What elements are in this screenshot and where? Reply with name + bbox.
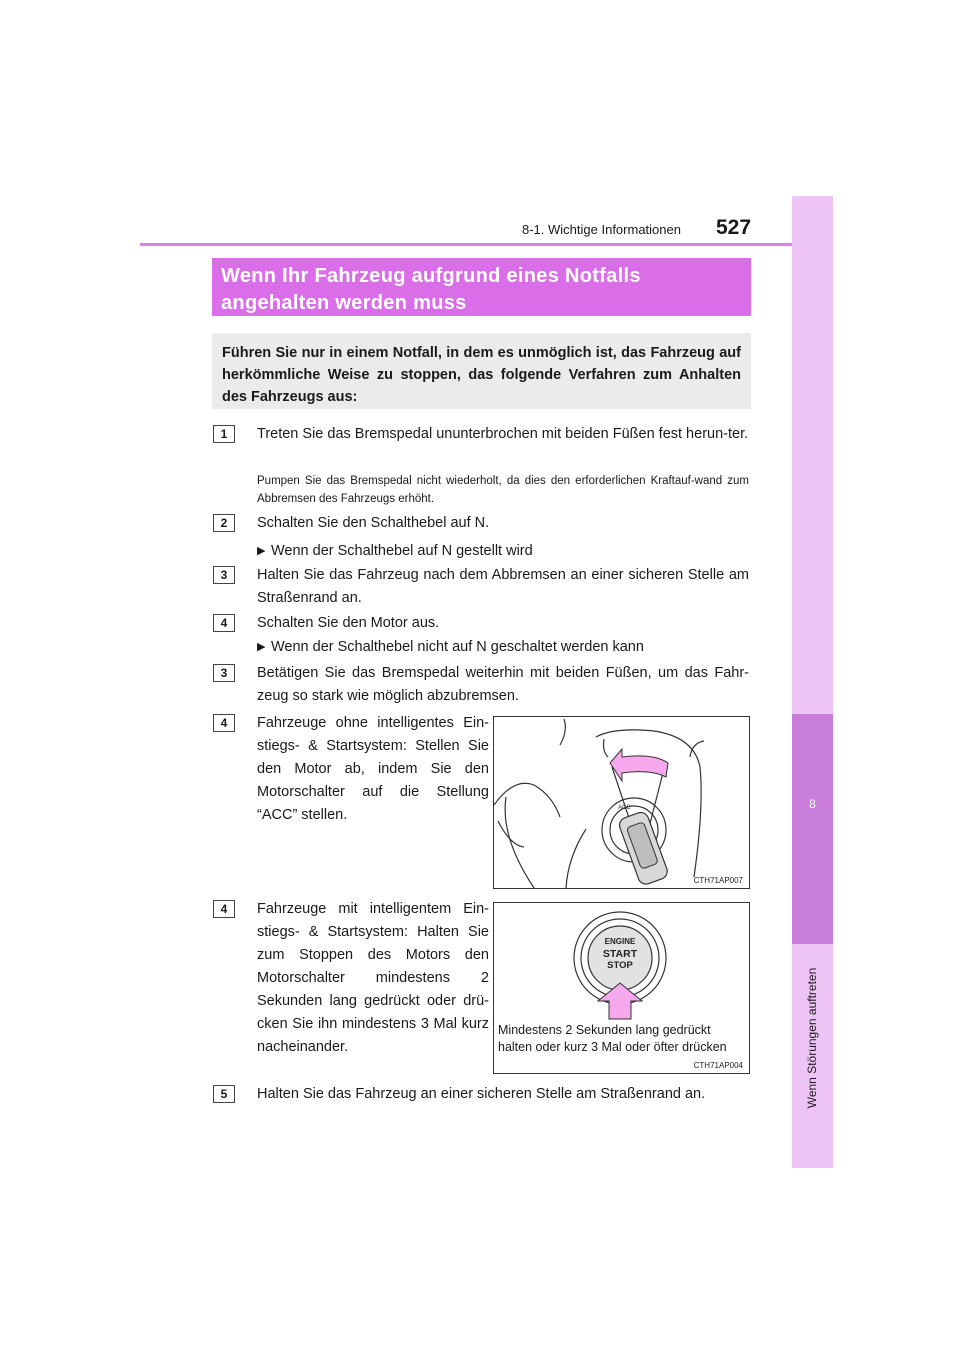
section-title-line-2: angehalten werden muss bbox=[221, 292, 467, 314]
chapter-side-tab-active bbox=[792, 714, 833, 944]
step-badge: 4 bbox=[213, 614, 235, 632]
step-badge: 4 bbox=[213, 714, 235, 732]
step-text: Fahrzeuge ohne intelligentes Ein-stiegs- & Startsystem: Stellen Sie den Motor ab, indem Sie den Motorschalter auf die Stellung “ACC” stellen. bbox=[257, 715, 489, 823]
condition-text: Wenn der Schalthebel auf N gestellt wird bbox=[271, 543, 533, 559]
ignition-illustration bbox=[493, 716, 750, 889]
button-label-start: START bbox=[602, 948, 638, 960]
step-text: Betätigen Sie das Bremspedal weiterhin mit beiden Füßen, um das Fahr-zeug so stark wie möglich abzubremsen. bbox=[257, 665, 749, 704]
header-divider bbox=[140, 243, 833, 246]
chapter-number: 8 bbox=[809, 797, 816, 811]
section-header: 8-1. Wichtige Informationen bbox=[522, 222, 681, 237]
step-badge: 4 bbox=[213, 900, 235, 918]
triangle-bullet-icon: ▶ bbox=[257, 641, 266, 653]
step-note: Pumpen Sie das Bremspedal nicht wiederholt, da dies den erforderlichen Kraftauf-wand zum Abbremsen des Fahrzeugs erhöht. bbox=[257, 475, 749, 505]
condition-heading bbox=[257, 541, 533, 561]
step-badge: 2 bbox=[213, 514, 235, 532]
svg-text:ACC: ACC bbox=[618, 805, 631, 811]
figure-code: CTH71AP007 bbox=[693, 876, 743, 885]
step-badge: 3 bbox=[213, 664, 235, 682]
step-text: Fahrzeuge mit intelligentem Ein-stiegs- & Startsystem: Halten Sie zum Stoppen des Motors den Motorschalter mindestens 2 Sekunden lang gedrückt oder drü-cken Sie ihn mindestens 3 Mal kurz nacheinander. bbox=[257, 901, 489, 1055]
section-title bbox=[212, 258, 751, 316]
ignition-key-icon bbox=[494, 717, 749, 888]
step-text: Halten Sie das Fahrzeug an einer sicheren Stelle am Straßenrand an. bbox=[257, 1086, 706, 1102]
button-label-stop: STOP bbox=[607, 960, 633, 971]
chapter-title: Wenn Störungen auftreten bbox=[805, 967, 819, 1109]
figure-caption: Mindestens 2 Sekunden lang gedrückt halten oder kurz 3 Mal oder öfter drücken bbox=[498, 1023, 727, 1054]
start-stop-illustration bbox=[493, 902, 750, 1074]
step-badge: 3 bbox=[213, 566, 235, 584]
step-text: Treten Sie das Bremspedal ununterbrochen mit beiden Füßen fest herun-ter. bbox=[257, 426, 749, 442]
step-badge: 5 bbox=[213, 1085, 235, 1103]
engine-start-stop-button-icon bbox=[494, 903, 749, 1021]
triangle-bullet-icon: ▶ bbox=[257, 545, 266, 557]
section-title-line-1: Wenn Ihr Fahrzeug aufgrund eines Notfalls bbox=[221, 265, 641, 287]
figure-code: CTH71AP004 bbox=[693, 1061, 743, 1070]
step-text: Schalten Sie den Motor aus. bbox=[257, 615, 440, 631]
button-label-engine: ENGINE bbox=[604, 937, 636, 946]
page-number: 527 bbox=[716, 216, 752, 239]
step-text: Halten Sie das Fahrzeug nach dem Abbremsen an einer sicheren Stelle am Straßenrand an. bbox=[257, 567, 749, 606]
condition-text: Wenn der Schalthebel nicht auf N geschaltet werden kann bbox=[271, 639, 644, 655]
step-badge: 1 bbox=[213, 425, 235, 443]
condition-heading bbox=[257, 637, 644, 657]
intro-text: Führen Sie nur in einem Notfall, in dem es unmöglich ist, das Fahrzeug auf herkömmliche Weise zu stoppen, das folgende Verfahren zum Anhalten des Fahrzeugs aus: bbox=[212, 333, 751, 409]
step-text: Schalten Sie den Schalthebel auf N. bbox=[257, 515, 490, 531]
